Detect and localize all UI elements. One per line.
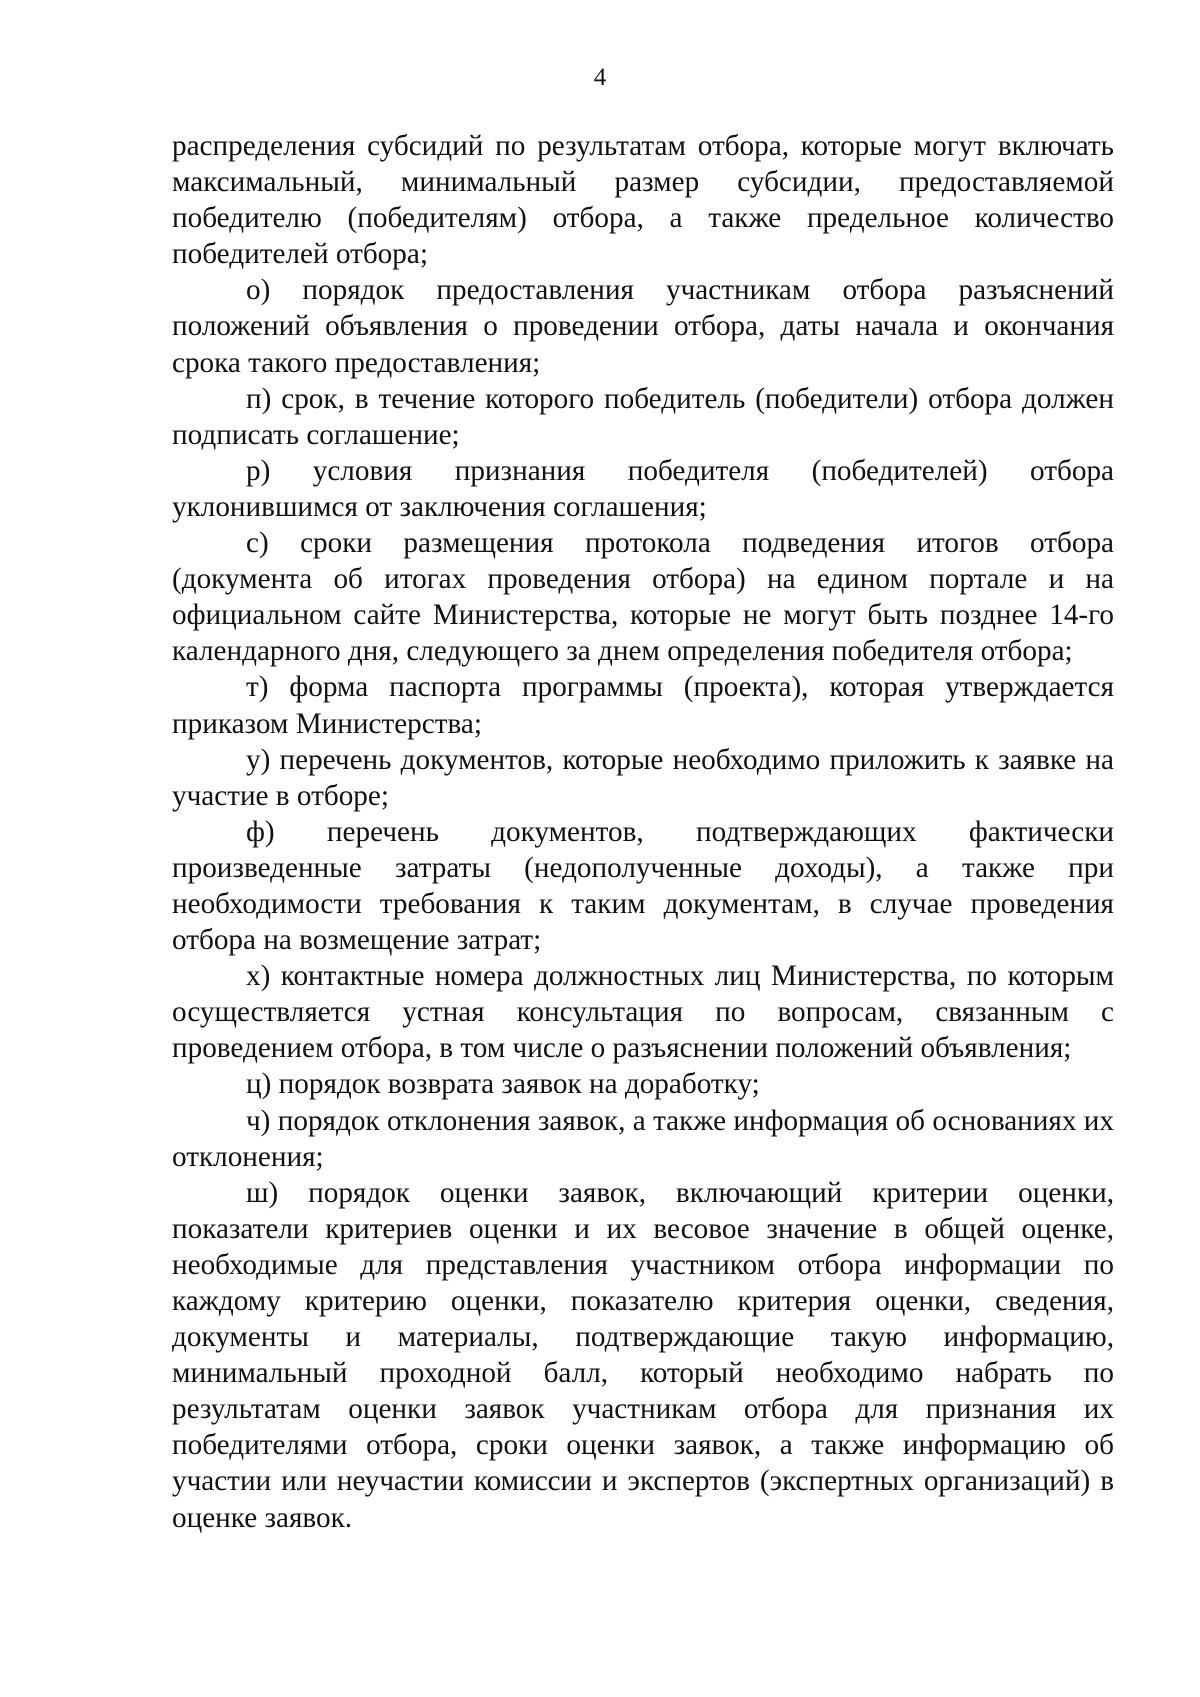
paragraph-item-s: с) сроки размещения протокола подведения итогов отбора (документа об итогах проведения отбора) на едином портале и на официальном сайте Министерства, которые не могут быть позднее 14-го календарного дня, следующего за днем определения победителя отбора;: [172, 527, 1114, 668]
paragraph-item-f: ф) перечень документов, подтверждающих фактически произведенные затраты (недополученные доходы), а также при необходимости требования к таким документам, в случае проведения отбора на возмещение затрат;: [172, 815, 1114, 957]
paragraph-item-ts: ц) порядок возврата заявок на доработку;: [246, 1068, 760, 1101]
document-body: [172, 128, 1114, 1536]
paragraph-item-r: р) условия признания победителя (победителей) отбора уклонившимся от заключения соглашения;: [172, 454, 1114, 523]
paragraph-item-o: о) порядок предоставления участникам отбора разъяснений положений объявления о проведении отбора, даты начала и окончания срока такого предоставления;: [172, 274, 1114, 379]
paragraph-continuation: распределения субсидий по результатам отбора, которые могут включать максимальный, минимальный размер субсидии, предоставляемой победителю (победителям) отбора, а также предельное количество победителей отбора;: [172, 130, 1114, 271]
paragraph-item-t: т) форма паспорта программы (проекта), которая утверждается приказом Министерства;: [172, 671, 1114, 740]
paragraph-item-ch: ч) порядок отклонения заявок, а также информация об основаниях их отклонения;: [172, 1104, 1114, 1173]
paragraph-item-p: п) срок, в течение которого победитель (победители) отбора должен подписать соглашение;: [172, 382, 1114, 451]
paragraph-item-kh: х) контактные номера должностных лиц Министерства, по которым осуществляется устная консультация по вопросам, связанным с проведением отбора, в том числе о разъяснении положений объявления;: [172, 960, 1114, 1065]
paragraph-item-sh: ш) порядок оценки заявок, включающий критерии оценки, показатели критериев оценки и их весовое значение в общей оценке, необходимые для представления участником отбора информации по каждому критерию оценки, показателю критерия оценки, сведения, документы и материалы, подтверждающие такую информацию, минимальный проходной балл, который необходимо набрать по результатам оценки заявок участникам отбора для признания их победителями отбора, сроки оценки заявок, а также информацию об участии или неучастии комиссии и экспертов (экспертных организаций) в оценке заявок.: [172, 1176, 1114, 1534]
page-number: 4: [593, 64, 607, 91]
paragraph-item-u: у) перечень документов, которые необходимо приложить к заявке на участие в отборе;: [172, 743, 1114, 812]
